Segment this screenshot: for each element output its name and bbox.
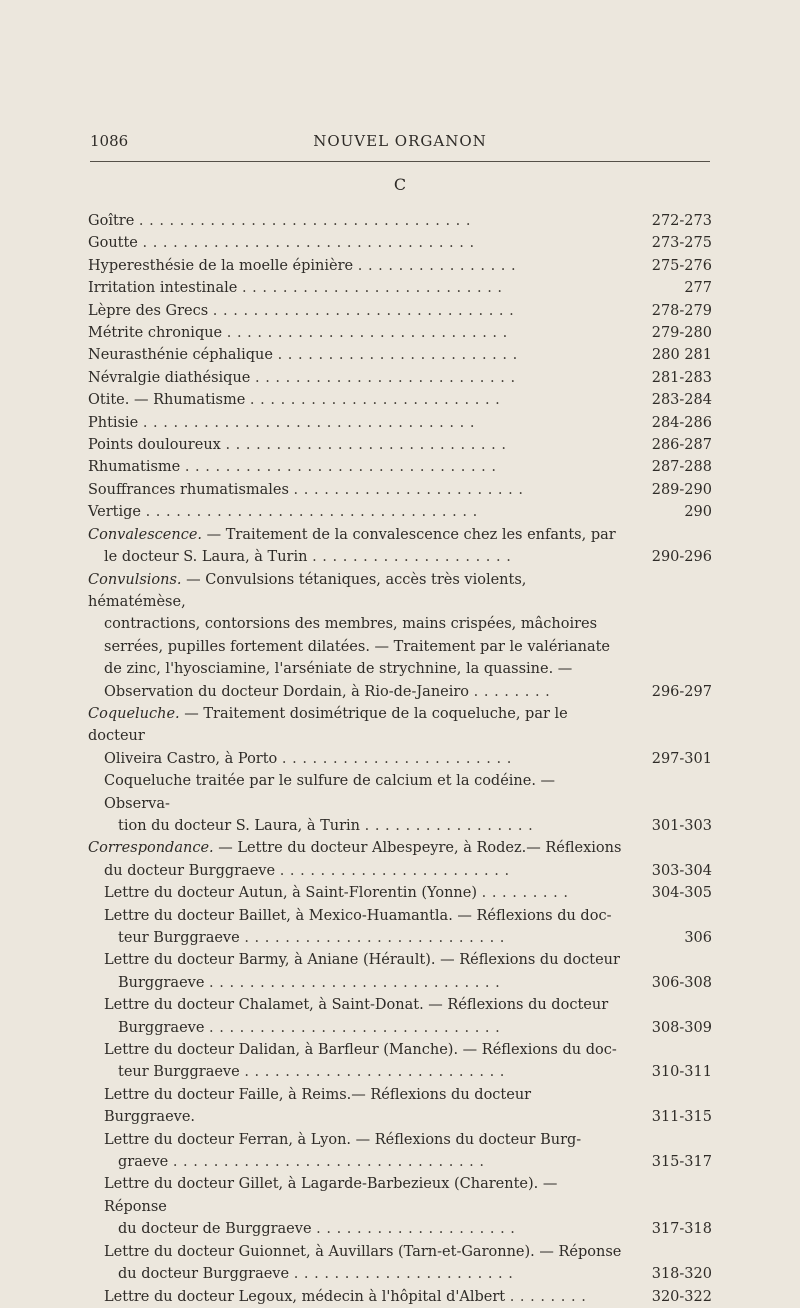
entry-heading: Convalescence. — [88, 526, 203, 543]
index-entry — [88, 300, 712, 322]
entry-text: teur Burggraeve — [118, 1064, 240, 1081]
dot-leaders: . . . . . . . . . . . . . . . . . . . . . . . . . — [249, 392, 501, 409]
page-range: 308-309 — [651, 1019, 712, 1036]
index-entry — [88, 501, 712, 523]
page-range: 315-317 — [651, 1154, 712, 1171]
index-entry-correspondance — [88, 837, 712, 882]
entry-text: Lettre du docteur Guionnet, à Auvillars (Tarn-et-Garonne). — Réponse — [104, 1243, 622, 1260]
page-range: 277 — [684, 280, 712, 297]
dot-leaders: . . . . . . . . . . . . . . . . . . . . . . . . . . . . . — [209, 1019, 501, 1036]
entry-text: Goutte — [88, 235, 138, 252]
entry-text: contractions, contorsions des membres, mains crispées, mâchoires — [104, 616, 598, 633]
entry-text: serrées, pupilles fortement dilatées. — Traitement par le valérianate — [104, 638, 611, 655]
index-subentry-letter — [88, 1173, 712, 1240]
page-range: 273-275 — [651, 235, 712, 252]
index-entry — [88, 389, 712, 411]
index-entry — [88, 412, 712, 434]
header-rule — [90, 161, 710, 162]
dot-leaders: . . . . . . . . . . . . . . . . . . . . . . . — [281, 750, 512, 767]
index-subentry-letter — [88, 1129, 712, 1174]
entry-text: Phtisie — [88, 414, 139, 431]
page-range: 275-276 — [651, 257, 712, 274]
dot-leaders: . . . . . . . . . . . . . . . . . . . . . . . . . . — [244, 930, 505, 946]
dot-leaders: . . . . . . . . . . . . . . . . — [357, 257, 517, 274]
section-letter: C — [393, 175, 407, 194]
index-subentry-coqueluche — [88, 770, 712, 837]
entry-text: Lettre du docteur Dalidan, à Barfleur (Manche). — Réflexions du doc- — [104, 1042, 617, 1059]
dot-leaders: . . . . . . . . . . . . . . . . . . . . . . . . . . . . — [226, 325, 508, 342]
page-range: 279-280 — [651, 325, 712, 342]
dot-leaders: . . . . . . . . . — [481, 885, 569, 902]
index-entry — [88, 210, 712, 232]
entry-text: Burggraeve — [118, 974, 205, 991]
dot-leaders: . . . . . . . . . . . . . . . . . . . . . . . . . . . . . . . . . — [145, 504, 478, 521]
dot-leaders: . . . . . . . . . . . . . . . . . . . . . . . . . . . . . — [209, 974, 501, 991]
entry-text: — Lettre du docteur Albespeyre, à Rodez.— Réflexions — [213, 840, 622, 857]
page-range: 281-283 — [651, 369, 712, 386]
entry-text: du docteur Burggraeve — [104, 862, 276, 879]
entry-text: Coqueluche traitée par le sulfure de calcium et la codéine. — Observa- — [104, 773, 556, 812]
index-entry — [88, 456, 712, 478]
page-range: 306 — [684, 930, 712, 946]
entry-heading: Correspondance. — [88, 840, 214, 857]
entry-text: du docteur de Burggraeve — [118, 1221, 312, 1238]
entry-text: Lettre du docteur Legoux, médecin à l'hôpital d'Albert — [104, 1288, 506, 1305]
index-subentry-letter — [88, 949, 712, 994]
dot-leaders: . . . . . . . . . . . . . . . . . . . . . . . . . . . . . . . . . — [142, 235, 475, 252]
entry-text: Neurasthénie céphalique — [88, 347, 273, 364]
entry-text: Lettre du docteur Gillet, à Lagarde-Barbezieux (Charente). — Réponse — [104, 1176, 558, 1215]
page-range: 310-311 — [651, 1064, 712, 1081]
dot-leaders: . . . . . . . . . . . . . . . . . . . . . . — [293, 1266, 514, 1283]
dot-leaders: . . . . . . . . . . . . . . . . . . . . . . . . . . . . . . . . . — [138, 213, 471, 229]
entry-text: Observation du docteur Dordain, à Rio-de-Janeiro — [104, 683, 470, 700]
entry-text: Métrite chronique — [88, 325, 223, 342]
index-entry — [88, 255, 712, 277]
entry-text: Névralgie diathésique — [88, 369, 251, 386]
index-entry — [88, 434, 712, 456]
dot-leaders: . . . . . . . . . . . . . . . . . . . . — [316, 1221, 516, 1238]
dot-leaders: . . . . . . . . — [473, 683, 551, 700]
dot-leaders: . . . . . . . . — [509, 1288, 587, 1305]
page-header — [90, 132, 710, 154]
dot-leaders: . . . . . . . . . . . . . . . . . — [364, 817, 534, 834]
entry-text: Lettre du docteur Baillet, à Mexico-Huamantla. — Réflexions du doc- — [104, 907, 612, 924]
index-subentry-letter — [88, 905, 712, 950]
entry-text: graeve — [118, 1154, 169, 1171]
entry-text: Hyperesthésie de la moelle épinière — [88, 257, 354, 274]
entry-text: Rhumatisme — [88, 459, 181, 476]
entry-text: Otite. — Rhumatisme — [88, 392, 246, 409]
entry-text: Lettre du docteur Autun, à Saint-Florentin (Yonne) — [104, 885, 478, 902]
dot-leaders: . . . . . . . . . . . . . . . . . . . . . . . . . . — [244, 1064, 505, 1081]
entry-heading: Convulsions. — [88, 571, 182, 588]
dot-leaders: . . . . . . . . . . . . . . . . . . . . . . . . — [277, 347, 518, 364]
entry-text: Oliveira Castro, à Porto — [104, 750, 278, 767]
page-range: 317-318 — [651, 1221, 712, 1238]
index-entry — [88, 344, 712, 366]
dot-leaders: . . . . . . . . . . . . . . . . . . . . . . . . . . . . . . . — [184, 459, 497, 476]
page-number: 1086 — [90, 132, 129, 150]
index-entry-coqueluche — [88, 703, 712, 770]
index-entry-convulsions — [88, 569, 712, 703]
index-entry — [88, 479, 712, 501]
page-range: 283-284 — [651, 392, 712, 409]
page-range: 320-322 — [651, 1288, 712, 1305]
index-entry-convalescence — [88, 524, 712, 569]
dot-leaders: . . . . . . . . . . . . . . . . . . . . . . . . . . . . . . . . . — [142, 414, 475, 431]
entry-text: — Convulsions tétaniques, accès très violents, hématémèse, — [88, 571, 527, 610]
entry-text: teur Burggraeve — [118, 930, 240, 946]
entry-text: Lettre du docteur Faille, à Reims.— Réflexions du docteur Burggraeve. — [104, 1086, 532, 1126]
entry-heading: Coqueluche. — [88, 705, 180, 722]
page-range: 301-303 — [651, 817, 712, 834]
dot-leaders: . . . . . . . . . . . . . . . . . . . . . . . . . . — [241, 280, 503, 297]
dot-leaders: . . . . . . . . . . . . . . . . . . . . . . . . . . . . . . . — [172, 1154, 485, 1171]
entry-text: Points douloureux — [88, 437, 221, 454]
index-subentry-letter — [88, 994, 712, 1039]
index-entry — [88, 322, 712, 344]
page-range: 272-273 — [651, 213, 712, 229]
index-entry — [88, 277, 712, 299]
page-range: 303-304 — [651, 862, 712, 879]
correspondance-letters — [88, 882, 712, 1308]
page-range: 290 — [684, 504, 712, 521]
page-range: 296-297 — [651, 683, 712, 700]
entry-text: — Traitement de la convalescence chez les enfants, par — [202, 526, 616, 543]
index-subentry-letter — [88, 1241, 712, 1286]
page-range: 318-320 — [651, 1266, 712, 1283]
entry-text: le docteur S. Laura, à Turin — [104, 549, 308, 566]
dot-leaders: . . . . . . . . . . . . . . . . . . . . . . . . . . — [254, 369, 516, 386]
entry-text: Lèpre des Grecs — [88, 302, 209, 319]
entry-text: Lettre du docteur Ferran, à Lyon. — Réflexions du docteur Burg- — [104, 1131, 582, 1148]
entry-text: Lettre du docteur Barmy, à Aniane (Hérault). — Réflexions du docteur — [104, 952, 620, 969]
page-range: 311-315 — [651, 1109, 712, 1126]
dot-leaders: . . . . . . . . . . . . . . . . . . . . . . . — [293, 481, 524, 498]
entry-text: Souffrances rhumatismales — [88, 481, 289, 498]
entry-text: Burggraeve — [118, 1019, 205, 1036]
running-title: NOUVEL ORGANON — [313, 132, 487, 150]
entry-text: du docteur Burggraeve — [118, 1266, 290, 1283]
page-range: 290-296 — [651, 549, 712, 566]
page-range: 287-288 — [651, 459, 712, 476]
index-entry — [88, 232, 712, 254]
index-subentry-letter — [88, 1039, 712, 1084]
entry-text: de zinc, l'hyosciamine, l'arséniate de strychnine, la quassine. — — [104, 661, 573, 678]
index-entries — [88, 210, 712, 1308]
entry-text: Lettre du docteur Chalamet, à Saint-Donat. — Réflexions du docteur — [104, 997, 609, 1014]
page-range: 289-290 — [651, 481, 712, 498]
page-range: 280 281 — [652, 347, 712, 364]
page-range: 284-286 — [651, 414, 712, 431]
dot-leaders: . . . . . . . . . . . . . . . . . . . . . . . . . . . . . . — [212, 302, 515, 319]
dot-leaders: . . . . . . . . . . . . . . . . . . . . — [312, 549, 512, 566]
page-range: 278-279 — [651, 302, 712, 319]
entry-text: tion du docteur S. Laura, à Turin — [118, 817, 361, 834]
page-range: 306-308 — [651, 974, 712, 991]
page-range: 304-305 — [651, 885, 712, 902]
page-range: 286-287 — [651, 437, 712, 454]
dot-leaders: . . . . . . . . . . . . . . . . . . . . . . . — [279, 862, 510, 879]
entry-text: Vertige — [88, 504, 141, 521]
entry-text: Goître — [88, 213, 135, 229]
entry-text: — Traitement dosimétrique de la coqueluche, par le docteur — [88, 705, 568, 745]
index-subentry-letter — [88, 882, 712, 904]
index-subentry-letter — [88, 1286, 712, 1308]
entry-text: Irritation intestinale — [88, 280, 238, 297]
index-subentry-letter — [88, 1084, 712, 1129]
page-range: 297-301 — [651, 750, 712, 767]
simple-entry-list — [88, 210, 712, 524]
index-entry — [88, 367, 712, 389]
dot-leaders: . . . . . . . . . . . . . . . . . . . . . . . . . . . . — [225, 437, 507, 454]
